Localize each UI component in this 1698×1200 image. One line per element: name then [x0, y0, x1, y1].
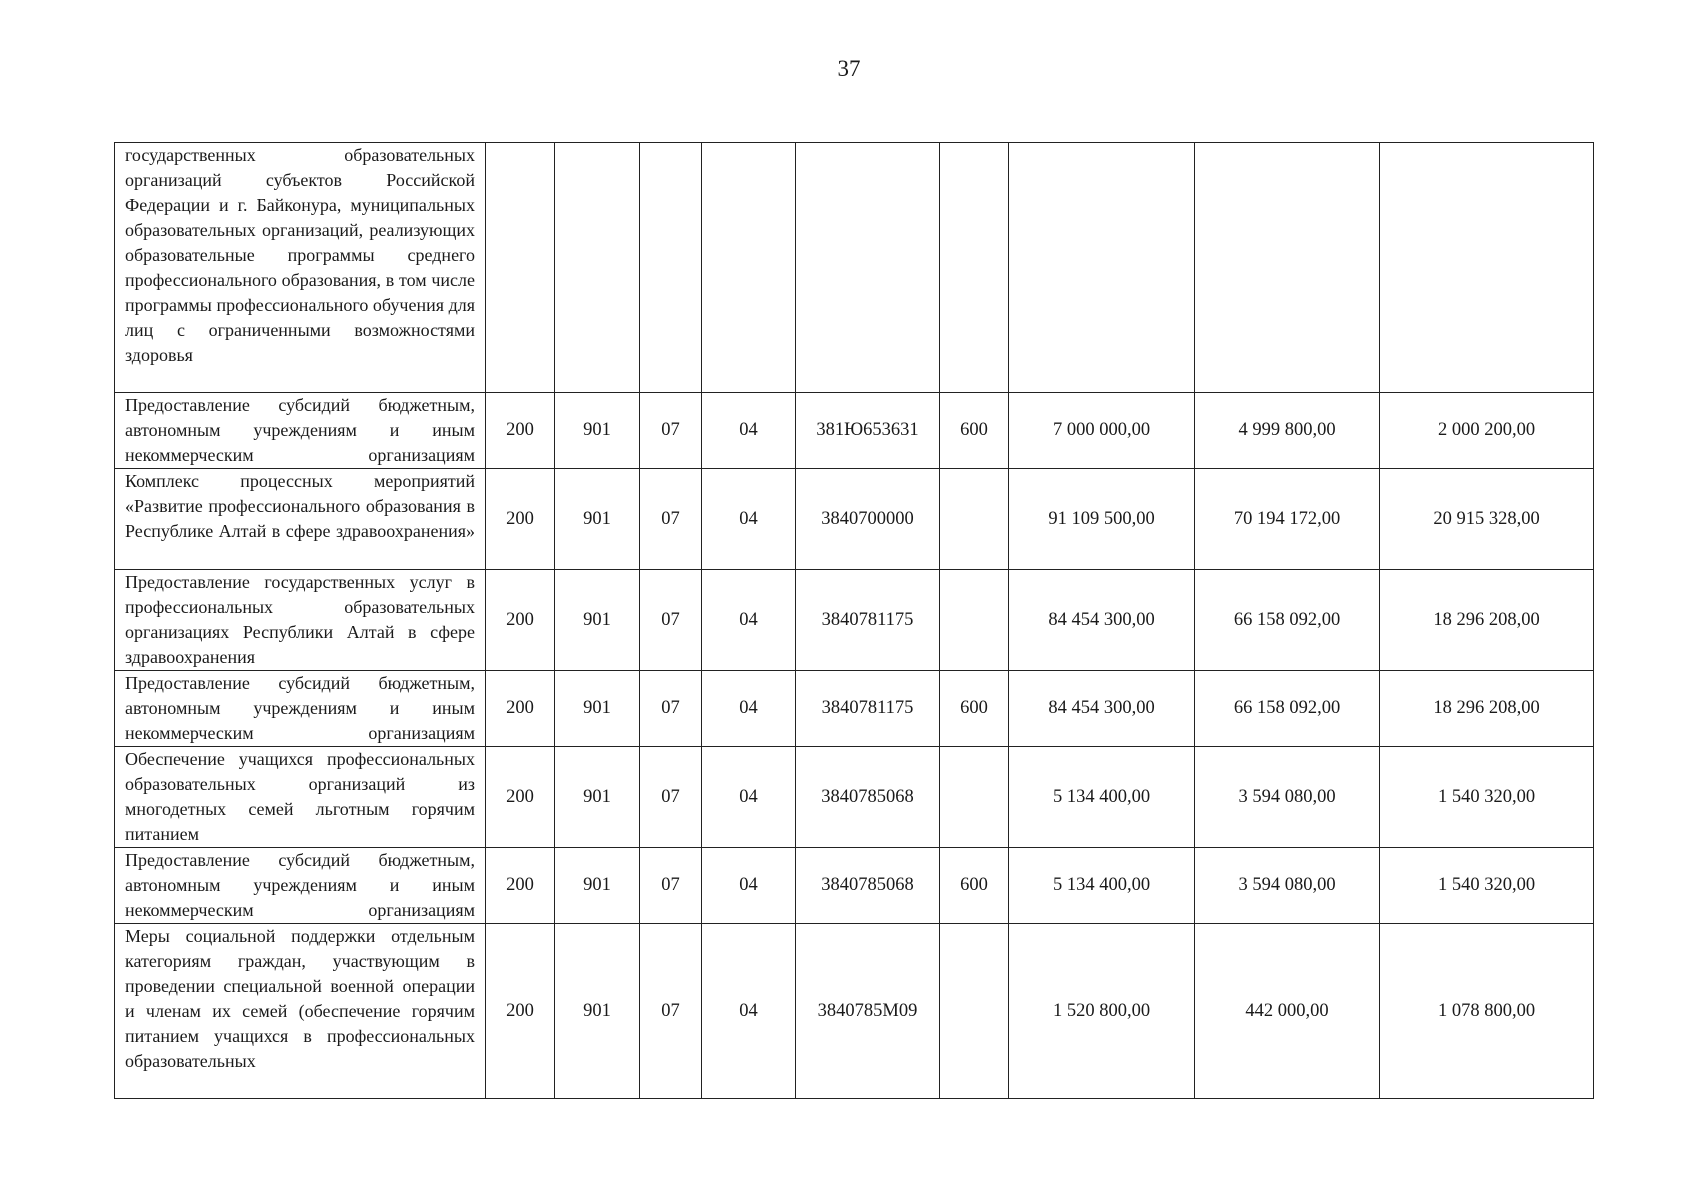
cell-c4: 04	[702, 570, 796, 671]
cell-c4: 04	[702, 671, 796, 747]
cell-c3: 07	[640, 393, 702, 469]
table-row	[115, 393, 1594, 469]
cell-c4: 04	[702, 469, 796, 570]
table-body	[115, 143, 1594, 1099]
cell-c7: 1 520 800,00	[1009, 924, 1195, 1099]
cell-c2: 901	[555, 570, 640, 671]
cell-c6	[940, 469, 1009, 570]
cell-c7: 5 134 400,00	[1009, 747, 1195, 848]
cell-c1: 200	[486, 393, 555, 469]
cell-c1: 200	[486, 924, 555, 1099]
cell-c7	[1009, 143, 1195, 393]
cell-c2	[555, 143, 640, 393]
table-row	[115, 924, 1594, 1099]
cell-c3: 07	[640, 469, 702, 570]
cell-c3: 07	[640, 924, 702, 1099]
cell-c6	[940, 924, 1009, 1099]
cell-c7: 84 454 300,00	[1009, 570, 1195, 671]
cell-c4	[702, 143, 796, 393]
cell-c4: 04	[702, 747, 796, 848]
page-number: 37	[837, 56, 861, 81]
cell-c8: 3 594 080,00	[1195, 747, 1380, 848]
row-description: Предоставление субсидий бюджетным, автономным учреждениям и иным некоммерческим организациям	[115, 393, 486, 469]
cell-c8: 66 158 092,00	[1195, 671, 1380, 747]
row-description: Комплекс процессных мероприятий «Развитие профессионального образования в Республике Алтай в сфере здравоохранения»	[115, 469, 486, 570]
cell-c6: 600	[940, 671, 1009, 747]
table-row	[115, 143, 1594, 393]
cell-c6	[940, 570, 1009, 671]
cell-c6: 600	[940, 848, 1009, 924]
cell-c8: 70 194 172,00	[1195, 469, 1380, 570]
cell-c2: 901	[555, 469, 640, 570]
row-description: Обеспечение учащихся профессиональных образовательных организаций из многодетных семей льготным горячим питанием	[115, 747, 486, 848]
cell-c1: 200	[486, 469, 555, 570]
row-description: Предоставление государственных услуг в профессиональных образовательных организациях Республики Алтай в сфере здравоохранения	[115, 570, 486, 671]
cell-c4: 04	[702, 393, 796, 469]
cell-c5: 3840781175	[796, 671, 940, 747]
cell-c3: 07	[640, 747, 702, 848]
cell-c3: 07	[640, 570, 702, 671]
cell-c3: 07	[640, 848, 702, 924]
table-row	[115, 848, 1594, 924]
cell-c1: 200	[486, 570, 555, 671]
cell-c4: 04	[702, 924, 796, 1099]
row-description: Предоставление субсидий бюджетным, автономным учреждениям и иным некоммерческим организациям	[115, 671, 486, 747]
cell-c9: 1 540 320,00	[1380, 848, 1594, 924]
cell-c8: 4 999 800,00	[1195, 393, 1380, 469]
cell-c7: 5 134 400,00	[1009, 848, 1195, 924]
cell-c2: 901	[555, 671, 640, 747]
row-description: государственных образовательных организаций субъектов Российской Федерации и г. Байконура, муниципальных образовательных организаций, реализующих образовательные программы среднего профессионального образования, в том числе программы профессионального обучения для лиц с ограниченными возможностями здоровья	[115, 143, 486, 393]
cell-c8	[1195, 143, 1380, 393]
table-row	[115, 747, 1594, 848]
cell-c6	[940, 747, 1009, 848]
table-row	[115, 570, 1594, 671]
cell-c1: 200	[486, 747, 555, 848]
cell-c6	[940, 143, 1009, 393]
cell-c3: 07	[640, 671, 702, 747]
cell-c7: 84 454 300,00	[1009, 671, 1195, 747]
table-row	[115, 671, 1594, 747]
cell-c8: 3 594 080,00	[1195, 848, 1380, 924]
cell-c6: 600	[940, 393, 1009, 469]
cell-c5: 3840700000	[796, 469, 940, 570]
cell-c5: 381Ю653631	[796, 393, 940, 469]
cell-c5	[796, 143, 940, 393]
cell-c7: 7 000 000,00	[1009, 393, 1195, 469]
cell-c5: 3840785068	[796, 848, 940, 924]
cell-c9: 18 296 208,00	[1380, 671, 1594, 747]
cell-c9: 1 078 800,00	[1380, 924, 1594, 1099]
cell-c1: 200	[486, 848, 555, 924]
cell-c9	[1380, 143, 1594, 393]
cell-c5: 3840785М09	[796, 924, 940, 1099]
cell-c8: 442 000,00	[1195, 924, 1380, 1099]
cell-c2: 901	[555, 747, 640, 848]
cell-c9: 1 540 320,00	[1380, 747, 1594, 848]
cell-c1	[486, 143, 555, 393]
cell-c9: 18 296 208,00	[1380, 570, 1594, 671]
cell-c4: 04	[702, 848, 796, 924]
row-description: Предоставление субсидий бюджетным, автономным учреждениям и иным некоммерческим организациям	[115, 848, 486, 924]
budget-table	[114, 142, 1594, 1099]
cell-c3	[640, 143, 702, 393]
cell-c2: 901	[555, 924, 640, 1099]
table-row	[115, 469, 1594, 570]
row-description: Меры социальной поддержки отдельным категориям граждан, участвующим в проведении специальной военной операции и членам их семей (обеспечение горячим питанием учащихся в профессиональных образовательных	[115, 924, 486, 1099]
cell-c2: 901	[555, 393, 640, 469]
cell-c2: 901	[555, 848, 640, 924]
cell-c8: 66 158 092,00	[1195, 570, 1380, 671]
cell-c7: 91 109 500,00	[1009, 469, 1195, 570]
cell-c5: 3840781175	[796, 570, 940, 671]
cell-c9: 2 000 200,00	[1380, 393, 1594, 469]
cell-c9: 20 915 328,00	[1380, 469, 1594, 570]
cell-c5: 3840785068	[796, 747, 940, 848]
cell-c1: 200	[486, 671, 555, 747]
